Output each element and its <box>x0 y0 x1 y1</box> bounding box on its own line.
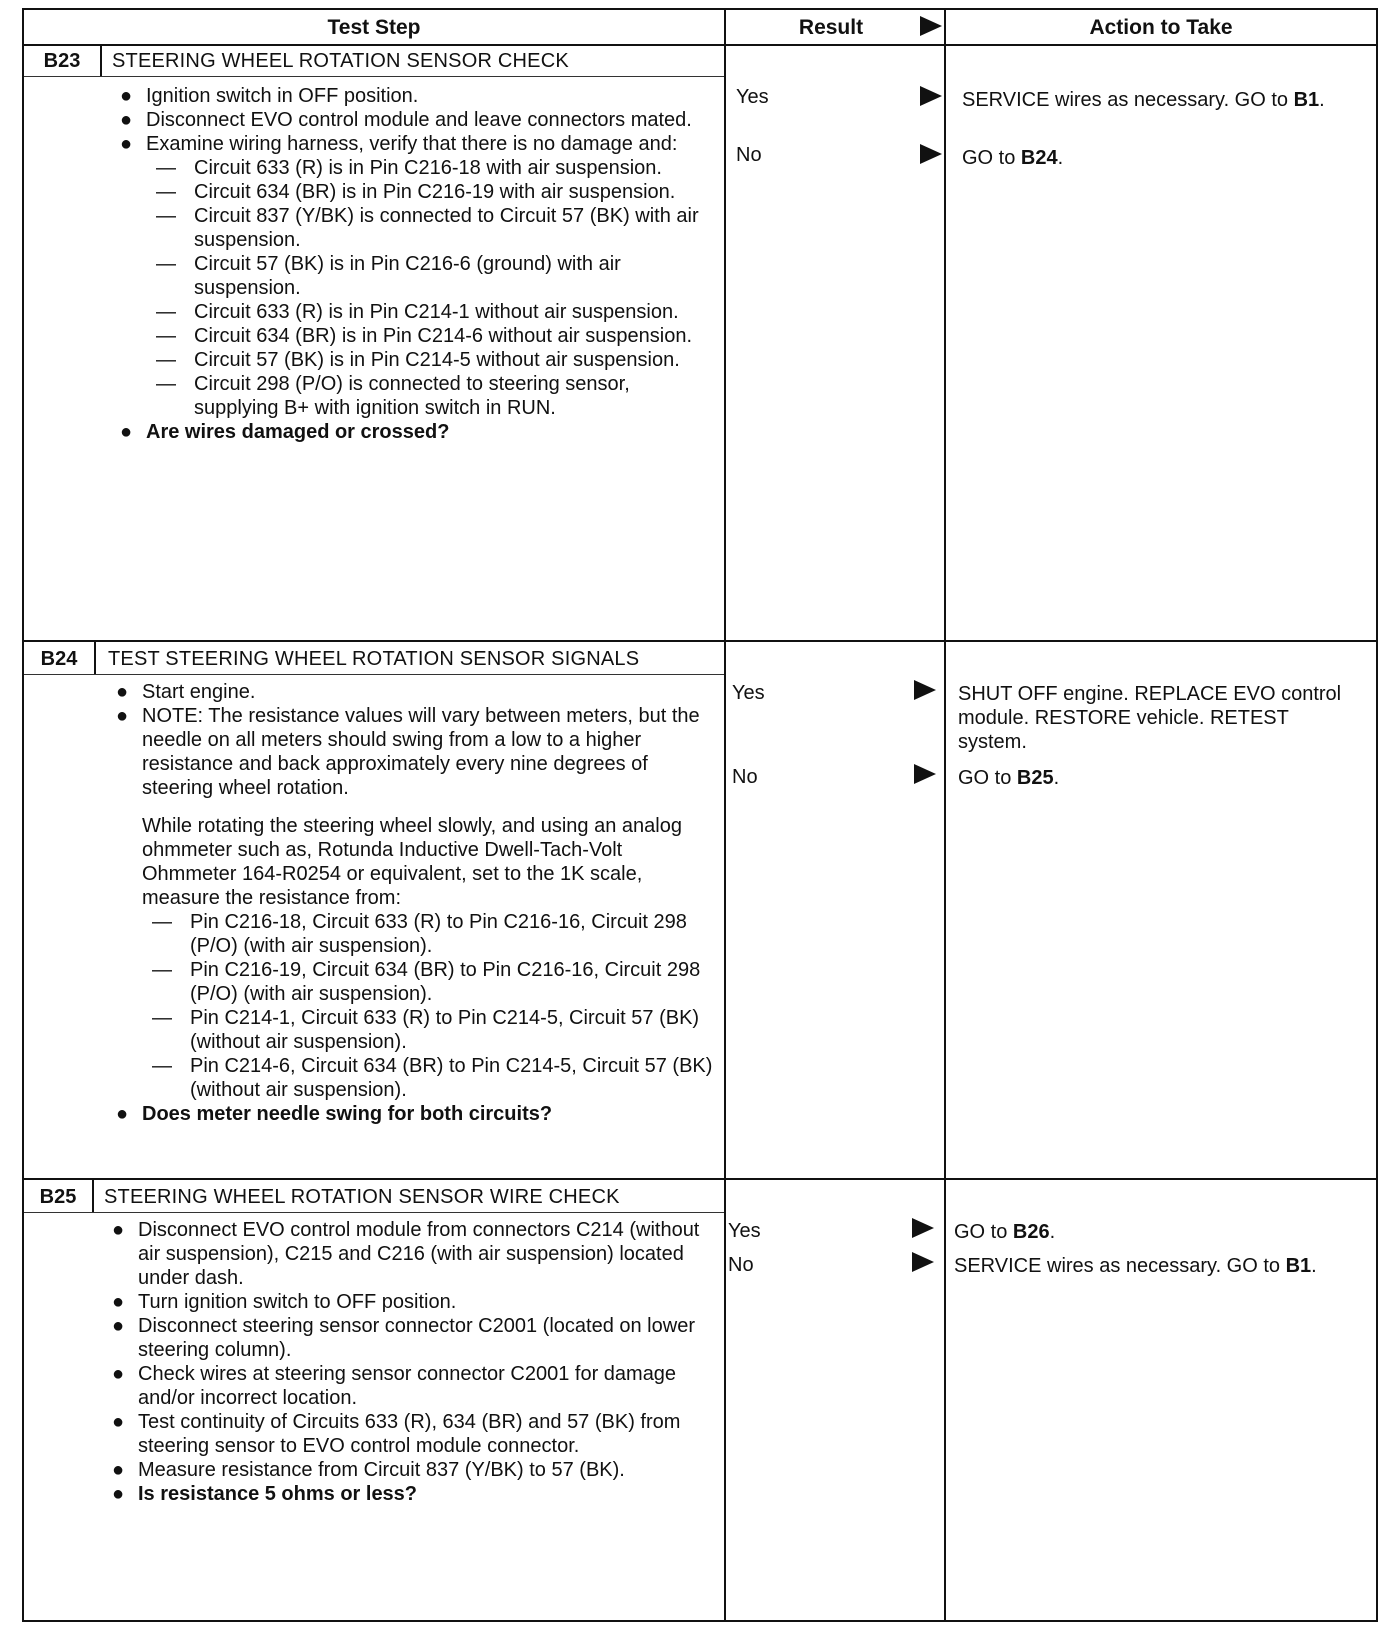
header-rule <box>24 44 1376 46</box>
result-no: No <box>732 766 758 788</box>
step-question: ● Does meter needle swing for both circuits? <box>115 1103 553 1125</box>
list-item: ● Disconnect EVO control module and leave connectors mated. <box>119 109 692 131</box>
sub-list-item: — Pin C214-6, Circuit 634 (BR) to Pin C214-5, Circuit 57 (BK) (without air suspension). <box>152 1055 713 1101</box>
sub-list-item: — Circuit 634 (BR) is in Pin C214-6 without air suspension. <box>156 325 692 347</box>
row-divider <box>24 640 1376 642</box>
result-yes: Yes <box>736 86 769 108</box>
action-text: SERVICE wires as necessary. GO to B1. <box>954 1255 1317 1277</box>
sub-list-item: — Pin C216-18, Circuit 633 (R) to Pin C216-16, Circuit 298 (P/O) (with air suspension). <box>152 911 687 957</box>
action-text: GO to B25. <box>958 767 1060 789</box>
step-id: B24 <box>40 648 78 670</box>
sub-list-item: — Pin C216-19, Circuit 634 (BR) to Pin C216-16, Circuit 298 (P/O) (with air suspension). <box>152 959 701 1005</box>
step-question: ● Are wires damaged or crossed? <box>119 421 450 443</box>
sub-list-item: — Circuit 837 (Y/BK) is connected to Circuit 57 (BK) with air suspension. <box>156 205 699 251</box>
header-test-step: Test Step <box>327 16 421 39</box>
sub-list-item: — Circuit 634 (BR) is in Pin C216-19 with air suspension. <box>156 181 676 203</box>
sub-list-item: — Circuit 298 (P/O) is connected to steering sensor, supplying B+ with ignition switch in RUN. <box>156 373 630 419</box>
row-divider <box>24 1178 1376 1180</box>
step-title: STEERING WHEEL ROTATION SENSOR CHECK <box>112 50 569 72</box>
list-item: ● Start engine. <box>115 681 256 703</box>
column-divider <box>944 10 946 1620</box>
header-action: Action to Take <box>1089 16 1233 39</box>
result-no: No <box>728 1254 754 1276</box>
step-title: STEERING WHEEL ROTATION SENSOR WIRE CHECK <box>104 1186 620 1208</box>
result-yes: Yes <box>732 682 765 704</box>
step-paragraph: While rotating the steering wheel slowly, and using an analog ohmmeter such as, Rotunda Inductive Dwell-Tach-Volt Ohmmeter 164-R0254 or equivalent, set to the 1K scale, measure the resistance from: <box>142 815 682 909</box>
list-item: ● Ignition switch in OFF position. <box>119 85 419 107</box>
list-item: ● Turn ignition switch to OFF position. <box>111 1291 457 1313</box>
result-arrow-icon <box>912 1252 934 1272</box>
list-item: ● NOTE: The resistance values will vary between meters, but the needle on all meters should swing from a low to a higher resistance and back approximately every nine degrees of steering wheel rotation. <box>115 705 700 799</box>
step-title-rule <box>24 674 724 675</box>
result-arrow-icon <box>914 764 936 784</box>
step-id-divider <box>92 1180 94 1212</box>
sub-list-item: — Circuit 633 (R) is in Pin C214-1 without air suspension. <box>156 301 679 323</box>
step-title-rule <box>24 1212 724 1213</box>
list-item: ● Disconnect steering sensor connector C2001 (located on lower steering column). <box>111 1315 695 1361</box>
result-arrow-icon <box>920 144 942 164</box>
sub-list-item: — Pin C214-1, Circuit 633 (R) to Pin C214-5, Circuit 57 (BK) (without air suspension). <box>152 1007 700 1053</box>
result-arrow-icon <box>912 1218 934 1238</box>
step-body <box>112 84 714 444</box>
step-id: B23 <box>43 50 81 72</box>
list-item: ● Disconnect EVO control module from connectors C214 (without air suspension), C215 and C216 (with air suspension) located under dash. <box>111 1219 700 1289</box>
result-yes: Yes <box>728 1220 761 1242</box>
action-text: GO to B26. <box>954 1221 1056 1243</box>
step-body <box>104 1218 714 1506</box>
step-question: ● Is resistance 5 ohms or less? <box>111 1483 418 1505</box>
list-item: ● Check wires at steering sensor connector C2001 for damage and/or incorrect location. <box>111 1363 677 1409</box>
list-item: ● Examine wiring harness, verify that there is no damage and: <box>119 133 678 155</box>
header-result: Result <box>798 16 864 39</box>
sub-list-item: — Circuit 633 (R) is in Pin C216-18 with air suspension. <box>156 157 662 179</box>
sub-list-item: — Circuit 57 (BK) is in Pin C214-5 without air suspension. <box>156 349 680 371</box>
step-title-rule <box>24 76 724 77</box>
action-text: GO to B24. <box>962 147 1064 169</box>
step-title: TEST STEERING WHEEL ROTATION SENSOR SIGNALS <box>108 648 640 670</box>
step-body <box>108 680 718 1126</box>
sub-list-item: — Circuit 57 (BK) is in Pin C216-6 (ground) with air suspension. <box>156 253 621 299</box>
header-arrow-icon <box>920 16 942 36</box>
list-item: ● Measure resistance from Circuit 837 (Y/BK) to 57 (BK). <box>111 1459 625 1481</box>
action-text: SHUT OFF engine. REPLACE EVO control module. RESTORE vehicle. RETEST system. <box>958 683 1342 753</box>
result-arrow-icon <box>914 680 936 700</box>
result-arrow-icon <box>920 86 942 106</box>
test-procedure-table <box>22 8 1378 1622</box>
step-id: B25 <box>39 1186 77 1208</box>
list-item: ● Test continuity of Circuits 633 (R), 634 (BR) and 57 (BK) from steering sensor to EVO control module connector. <box>111 1411 681 1457</box>
step-id-divider <box>94 642 96 674</box>
column-divider <box>724 10 726 1620</box>
action-text: SERVICE wires as necessary. GO to B1. <box>962 89 1325 111</box>
result-no: No <box>736 144 762 166</box>
step-id-divider <box>100 46 102 76</box>
